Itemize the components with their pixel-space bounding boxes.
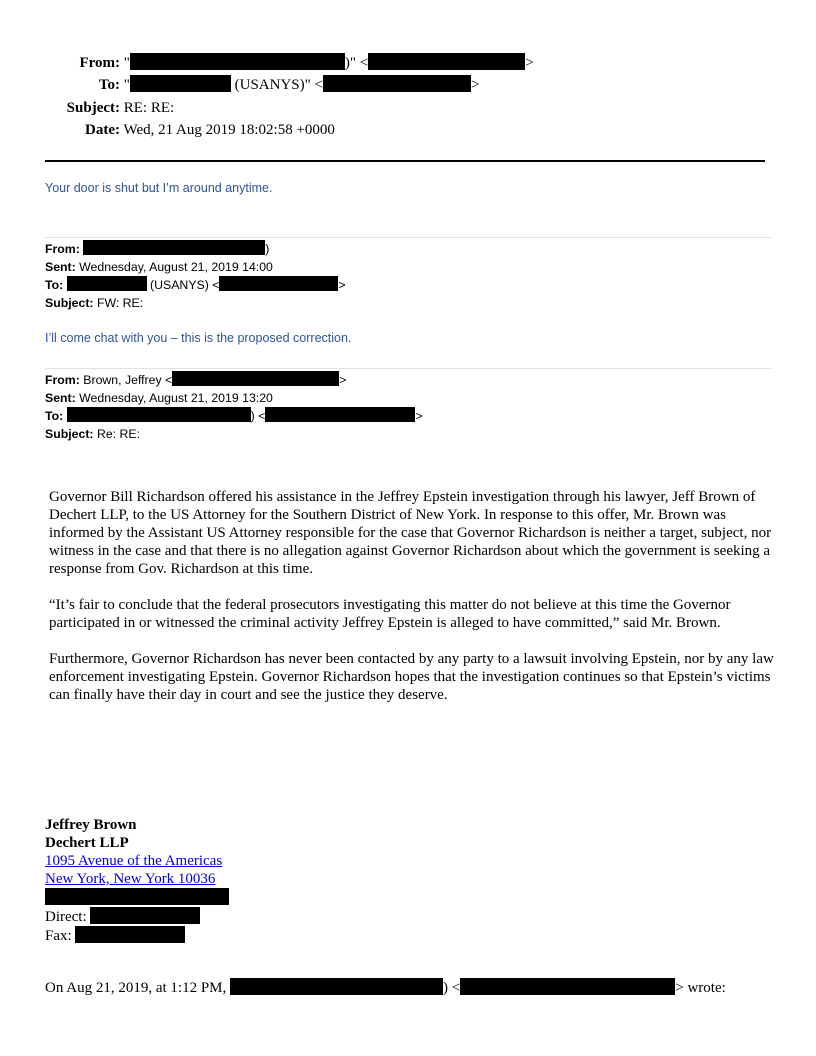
divider [45,368,771,369]
to-org: (USANYS)" < [230,77,323,94]
quote: " [123,77,130,94]
redaction [67,276,147,291]
to-label: To: [98,77,120,94]
forward1-subject [45,294,346,312]
divider [45,237,771,238]
label: To: [45,278,64,292]
forward2-header [45,371,423,443]
bracket: > [338,278,346,292]
header-to [40,74,534,96]
paren: ) [265,242,270,256]
forward1-header [45,240,346,312]
direct-label: Direct: [45,909,87,925]
redaction [219,276,338,291]
subject-label: Subject: [66,99,120,116]
address-link-street[interactable]: 1095 Avenue of the Americas [45,853,223,869]
redaction [323,75,471,92]
statement-body [49,488,774,722]
redaction [130,75,231,92]
from-label: From: [79,55,120,71]
label: From: [45,373,80,387]
email-header [40,52,534,141]
bracket: > [525,55,534,71]
forward2-subject [45,425,423,443]
from-sep: )" < [344,55,369,71]
redaction [75,926,185,943]
quote: " [123,55,130,71]
bracket: > [415,409,423,423]
paragraph: Furthermore, Governor Richardson has never been contacted by any party to a lawsuit involving Epstein, nor by any law enforcement investigating Epstein. Governor Richardson hopes that the investigation continues so that Epstein’s victims can finally have their day in court and see the justice they deserve. [49,651,774,703]
label: Subject: [45,296,94,310]
redaction [67,407,251,422]
label: From: [45,242,80,256]
sent-value: Wednesday, August 21, 2019 13:20 [79,391,273,405]
redaction [230,978,443,995]
header-from [40,52,534,74]
label: To: [45,409,64,423]
from-name: Brown, Jeffrey < [83,373,173,387]
redaction [172,371,339,386]
forward1-to [45,276,346,294]
label: Subject: [45,427,94,441]
label: Sent: [45,260,76,274]
forward2-to [45,407,423,425]
forward2-from [45,371,423,389]
sent-value: Wednesday, August 21, 2019 14:00 [79,260,273,274]
redaction [265,407,415,422]
bracket: > [339,373,347,387]
redaction [368,53,525,70]
date-value: Wed, 21 Aug 2019 18:02:58 +0000 [123,121,335,138]
subject-value: FW: RE: [96,296,144,310]
redaction [83,240,265,255]
redaction [90,907,200,924]
quote-prefix: On Aug 21, 2019, at 1:12 PM, [45,980,227,996]
fax-label: Fax: [45,928,72,944]
forward2-sent [45,389,423,407]
forward1-message: I’ll come chat with you – this is the proposed correction. [45,331,352,345]
signature-firm: Dechert LLP [45,835,129,851]
forward1-sent [45,258,346,276]
quoted-intro [45,978,726,997]
redaction [130,53,345,70]
header-date [40,119,534,141]
redaction [45,888,229,905]
redaction [460,978,675,995]
quote-suffix: > wrote: [675,980,726,996]
to-sep: ) < [250,409,266,423]
label: Sent: [45,391,76,405]
quote-sep: ) < [443,980,461,996]
header-divider [45,160,765,162]
signature [45,816,229,945]
bracket: > [470,77,480,94]
address-link-city[interactable]: New York, New York 10036 [45,871,216,887]
paragraph: “It’s fair to conclude that the federal prosecutors investigating this matter do not believe at this time the Governor participated in or witnessed the criminal activity Jeffrey Epstein is alleged to have committed,” said Mr. Brown. [49,597,731,631]
reply-text: Your door is shut but I’m around anytime. [45,181,273,195]
date-label: Date: [85,121,120,138]
signature-name: Jeffrey Brown [45,817,137,833]
forward1-from [45,240,346,258]
subject-value: RE: RE: [123,99,175,116]
to-org: (USANYS) < [146,278,220,292]
paragraph: Governor Bill Richardson offered his assistance in the Jeffrey Epstein investigation through his lawyer, Jeff Brown of Dechert LLP, to the US Attorney for the Southern District of New York. In response to this offer, Mr. Brown was informed by the Assistant US Attorney responsible for the case that Governor Richardson is neither a target, subject, nor witness in the case and that there is no allegation against Governor Richardson about which the government is seeking a response from Gov. Richardson at this time. [49,489,772,577]
header-subject [40,97,534,119]
subject-value: Re: RE: [96,427,140,441]
